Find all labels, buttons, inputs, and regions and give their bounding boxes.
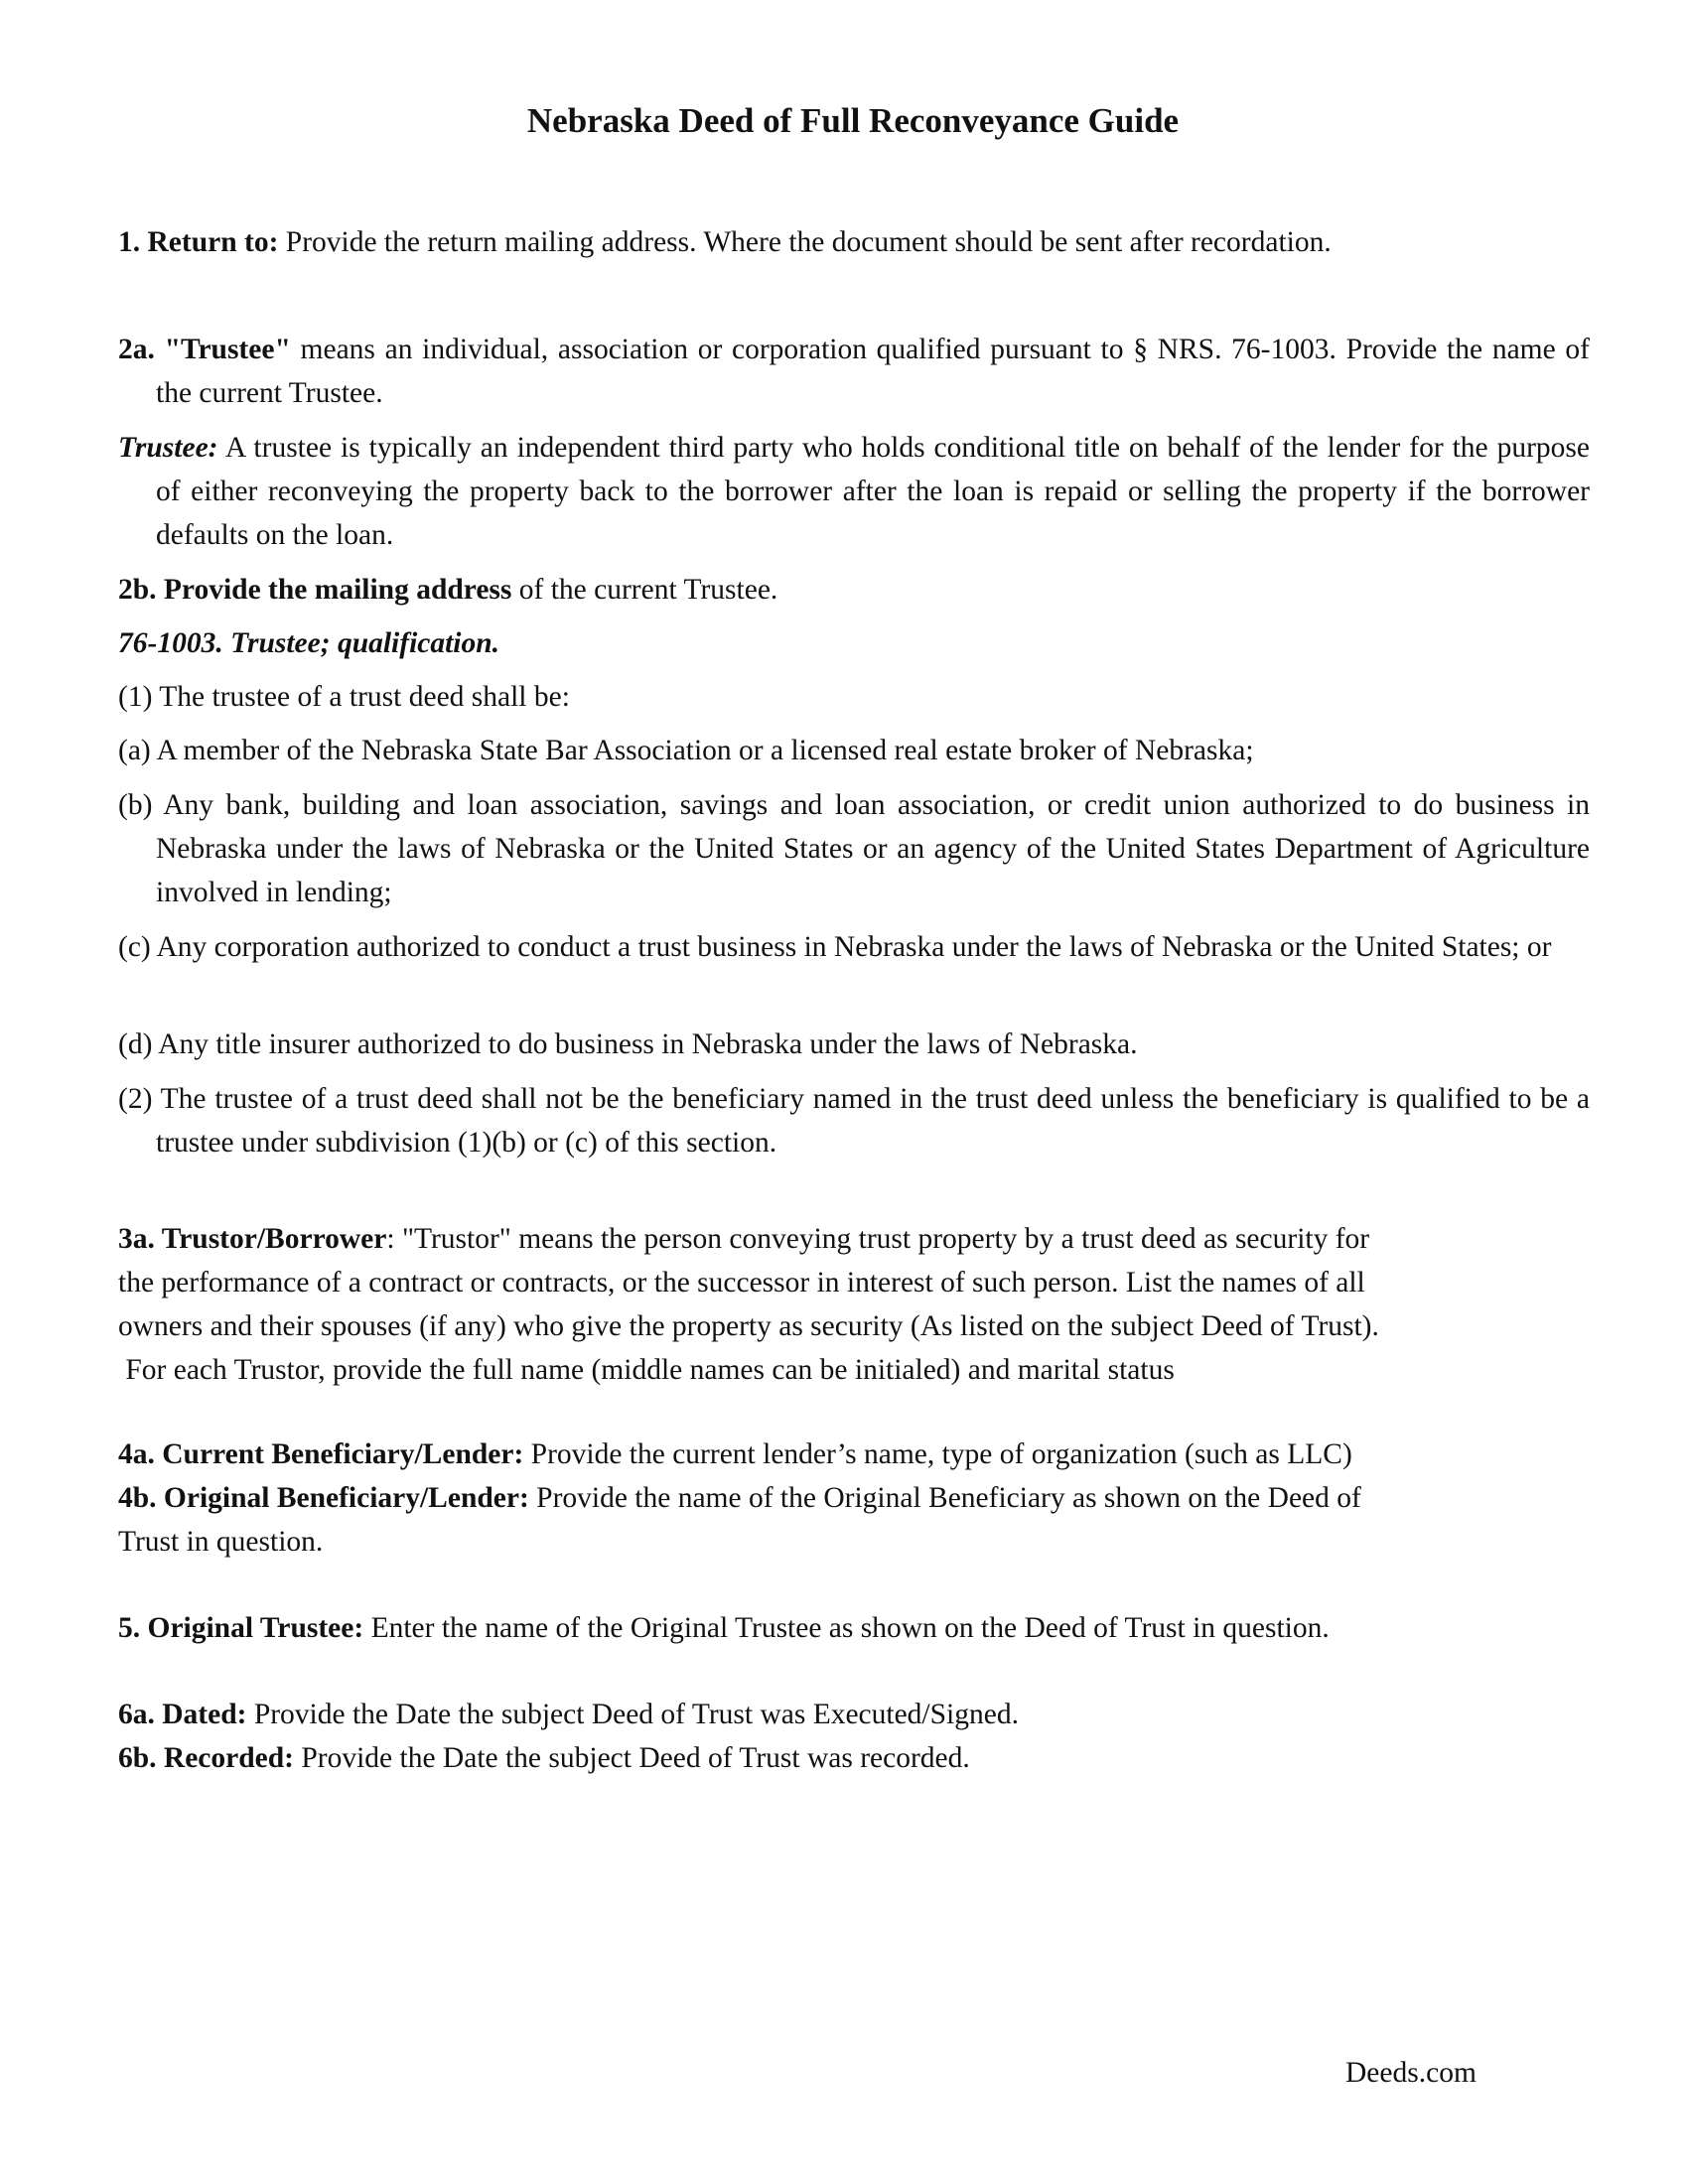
item-text: Provide the name of the Original Beneficiary as shown on the Deed of [528, 1482, 1361, 1514]
statute-clause: (c) Any corporation authorized to conduct a trust business in Nebraska under the laws of Nebraska or the United States; or [118, 931, 1552, 963]
document-title: Nebraska Deed of Full Reconveyance Guide [526, 101, 1180, 140]
item-text: Provide the Date the subject Deed of Trust was recorded. [293, 1742, 970, 1774]
item-text: of the current Trustee. [511, 574, 778, 606]
item-label: 6b. Recorded: [118, 1742, 294, 1774]
statute-heading: 76-1003. Trustee; qualification. [118, 627, 500, 659]
item-label: 6a. Dated: [118, 1699, 247, 1730]
item-dates [118, 1693, 1578, 1780]
statute-clause: (2) The trustee of a trust deed shall not be the beneficiary named in the trust deed unless the beneficiary is qualified to be a trustee under subdivision (1)(b) or (c) of this section. [118, 1083, 1590, 1159]
footer-brand: Deeds.com [1345, 2057, 1477, 2089]
statute-clause: (d) Any title insurer authorized to do business in Nebraska under the laws of Nebraska. [118, 1028, 1138, 1060]
item-text: Provide the return mailing address. Where the document should be sent after recordation. [278, 226, 1332, 258]
item-text: means an individual, association or corporation qualified pursuant to § NRS. 76-1003. Provide the name of the current Trustee. [156, 334, 1590, 409]
item-label: 4b. Original Beneficiary/Lender: [118, 1482, 529, 1514]
item-text: : "Trustor" means the person conveying trust property by a trust deed as security for [386, 1223, 1370, 1255]
text-line: the performance of a contract or contracts, or the successor in interest of such person. List the names of all [118, 1267, 1365, 1298]
statute-clause: (a) A member of the Nebraska State Bar Association or a licensed real estate broker of Nebraska; [118, 735, 1254, 766]
item-label: 2a. "Trustee" [118, 334, 291, 365]
item-trustee-definition [118, 328, 1590, 415]
item-text: Provide the Date the subject Deed of Trust was Executed/Signed. [246, 1699, 1019, 1730]
statute-clause: (1) The trustee of a trust deed shall be: [118, 681, 570, 713]
item-label: 2b. Provide the mailing address [118, 574, 512, 606]
item-trustee-address [118, 568, 1578, 612]
text-line: For each Trustor, provide the full name (middle names can be initialed) and marital status [118, 1354, 1175, 1386]
item-text: A trustee is typically an independent third party who holds conditional title on behalf of the lender for the purpose of either reconveying the property back to the borrower after the loan is repaid or selling the property if the borrower defaults on the loan. [156, 432, 1590, 551]
item-beneficiaries [118, 1433, 1578, 1564]
item-text: Enter the name of the Original Trustee as shown on the Deed of Trust in question. [363, 1612, 1330, 1644]
statute-clause: (b) Any bank, building and loan association, savings and loan association, or credit union authorized to do business in Nebraska under the laws of Nebraska or the United States or an agency of the United States Department of Agriculture involved in lending; [118, 789, 1590, 908]
trustee-note [118, 426, 1590, 557]
item-label: Trustee: [118, 432, 218, 464]
item-label: 4a. Current Beneficiary/Lender: [118, 1438, 524, 1470]
item-label: 5. Original Trustee: [118, 1612, 364, 1644]
item-text: Provide the current lender’s name, type of organization (such as LLC) [523, 1438, 1352, 1470]
text-line: Trust in question. [118, 1526, 324, 1558]
item-dated [118, 1693, 1578, 1736]
item-original-beneficiary [118, 1476, 1578, 1520]
item-trustor-borrower [118, 1217, 1578, 1392]
item-original-trustee [118, 1606, 1578, 1650]
item-current-beneficiary [118, 1433, 1578, 1476]
item-label: 1. Return to: [118, 226, 279, 258]
item-label: 3a. Trustor/Borrower [118, 1223, 387, 1255]
text-line [118, 1217, 1578, 1261]
item-recorded [118, 1736, 1578, 1780]
text-line: owners and their spouses (if any) who give the property as security (As listed on the subject Deed of Trust). [118, 1310, 1379, 1342]
item-return-to [118, 220, 1578, 264]
